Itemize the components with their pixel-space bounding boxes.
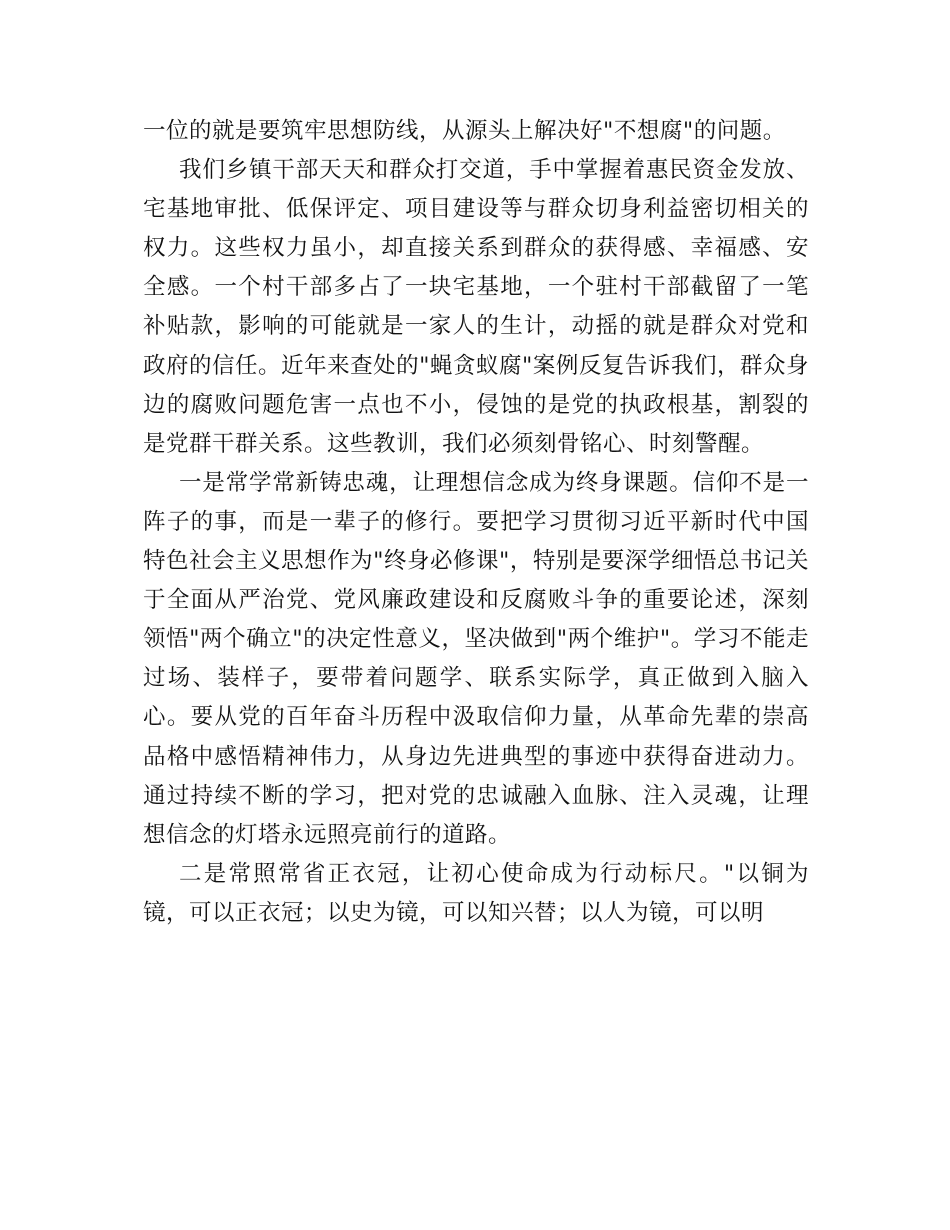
paragraph-point-one: 一是常学常新铸忠魂，让理想信念成为终身课题。信仰不是一阵子的事，而是一辈子的修行。要把学习贯彻习近平新时代中国特色社会主义思想作为"终身必修课"，特别是要深学细悟总书记关于全面从严治党、党风廉政建设和反腐败斗争的重要论述，深刻领悟"两个确立"的决定性意义，坚决做到"两个维护"。学习不能走过场、装样子，要带着问题学、联系实际学，真正做到入脑入心。要从党的百年奋斗历程中汲取信仰力量，从革命先辈的崇高品格中感悟精神伟力，从身边先进典型的事迹中获得奋进动力。通过持续不断的学习，把对党的忠诚融入血脉、注入灵魂，让理想信念的灯塔永远照亮前行的道路。: [143, 469, 809, 848]
paragraph-point-two: 二是常照常省正衣冠，让初心使命成为行动标尺。"以铜为镜，可以正衣冠；以史为镜，可以知兴替；以人为镜，可以明: [143, 860, 809, 926]
paragraph-township-cadres: 我们乡镇干部天天和群众打交道，手中掌握着惠民资金发放、宅基地审批、低保评定、项目建设等与群众切身利益密切相关的权力。这些权力虽小，却直接关系到群众的获得感、幸福感、安全感。一个村干部多占了一块宅基地，一个驻村干部截留了一笔补贴款，影响的可能就是一家人的生计，动摇的就是群众对党和政府的信任。近年来查处的"蝇贪蚁腐"案例反复告诉我们，群众身边的腐败问题危害一点也不小，侵蚀的是党的执政根基，割裂的是党群干群关系。这些教训，我们必须刻骨铭心、时刻警醒。: [143, 157, 809, 457]
paragraph-continuation: 一位的就是要筑牢思想防线，从源头上解决好"不想腐"的问题。: [143, 118, 786, 144]
body-text: [143, 112, 809, 933]
